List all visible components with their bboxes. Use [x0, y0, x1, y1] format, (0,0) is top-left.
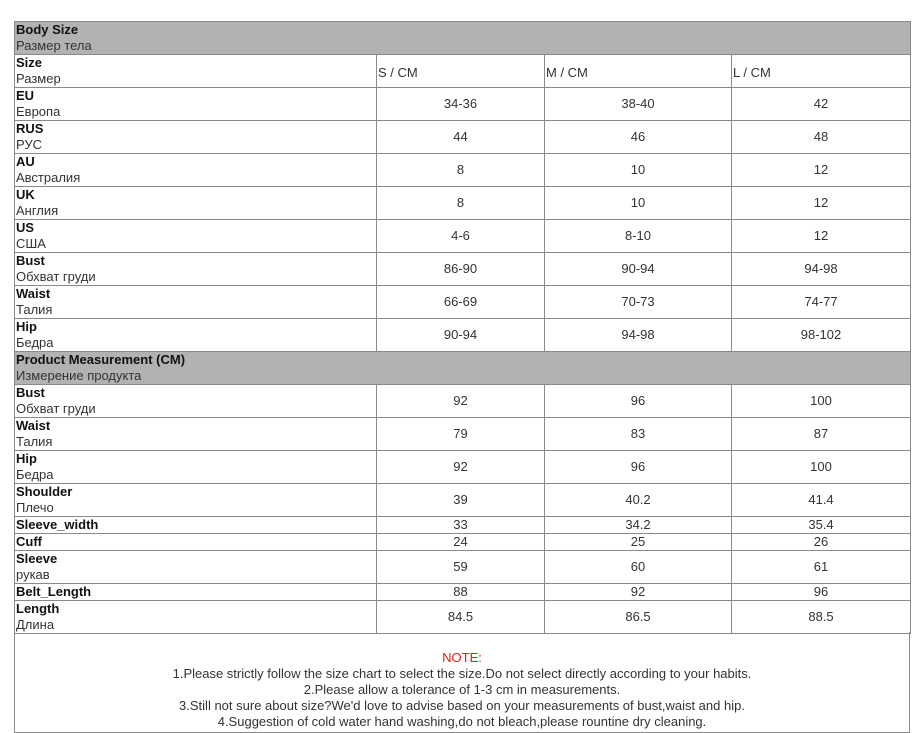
- table-cell: 25: [545, 534, 732, 551]
- table-cell: 87: [732, 418, 911, 451]
- table-cell: 88.5: [732, 601, 911, 634]
- product-measurement-section-header: [15, 352, 911, 385]
- table-row: [15, 286, 911, 319]
- row-label-cell: [15, 534, 377, 551]
- table-cell: 100: [732, 451, 911, 484]
- table-cell: 34.2: [545, 517, 732, 534]
- row-label-cell: [15, 484, 377, 517]
- section-subtitle: Размер тела: [16, 38, 92, 53]
- table-cell: 12: [732, 187, 911, 220]
- row-subtitle: Плечо: [16, 500, 54, 515]
- table-cell: 39: [377, 484, 545, 517]
- row-label-cell: [15, 286, 377, 319]
- section-subtitle: Измерение продукта: [16, 368, 142, 383]
- row-subtitle: Бедра: [16, 467, 54, 482]
- table-cell: 100: [732, 385, 911, 418]
- row-title: Hip: [16, 319, 37, 334]
- row-title: Sleeve_width: [16, 517, 99, 532]
- table-cell: 96: [545, 385, 732, 418]
- table-cell: 98-102: [732, 319, 911, 352]
- table-cell: 33: [377, 517, 545, 534]
- row-title: Cuff: [16, 534, 42, 549]
- table-cell: 88: [377, 584, 545, 601]
- row-label-cell: [15, 319, 377, 352]
- size-chart-table: [14, 21, 911, 634]
- table-cell: 90-94: [545, 253, 732, 286]
- row-subtitle: Длина: [16, 617, 55, 632]
- table-cell: 8: [377, 154, 545, 187]
- table-cell: 12: [732, 154, 911, 187]
- row-title: Belt_Length: [16, 584, 92, 599]
- table-cell: 26: [732, 534, 911, 551]
- table-row: [15, 187, 911, 220]
- row-title: Sleeve: [16, 551, 58, 566]
- row-title: RUS: [16, 121, 44, 136]
- section-title-cell: [15, 352, 911, 385]
- table-cell: 4-6: [377, 220, 545, 253]
- row-title: AU: [16, 154, 35, 169]
- row-subtitle: рукав: [16, 567, 50, 582]
- table-row: [15, 220, 911, 253]
- body-size-section-header: [15, 22, 911, 55]
- row-title: Waist: [16, 418, 51, 433]
- table-row: [15, 385, 911, 418]
- table-cell: 38-40: [545, 88, 732, 121]
- row-label-cell: [15, 551, 377, 584]
- section-title: Body Size: [16, 22, 79, 37]
- table-cell: 48: [732, 121, 911, 154]
- row-subtitle: Англия: [16, 203, 59, 218]
- row-title: Shoulder: [16, 484, 73, 499]
- table-cell: 8-10: [545, 220, 732, 253]
- note-line-3: 3.Still not sure about size?We'd love to advise based on your measurements of bust,waist and hip.: [179, 698, 745, 713]
- table-cell: 70-73: [545, 286, 732, 319]
- table-cell: 12: [732, 220, 911, 253]
- table-cell: 92: [377, 385, 545, 418]
- row-subtitle: Австралия: [16, 170, 81, 185]
- table-row: [15, 484, 911, 517]
- table-cell: 40.2: [545, 484, 732, 517]
- table-cell: 60: [545, 551, 732, 584]
- table-cell: 90-94: [377, 319, 545, 352]
- row-subtitle: США: [16, 236, 46, 251]
- table-row: [15, 517, 911, 534]
- table-cell: 59: [377, 551, 545, 584]
- column-header-m: M / CM: [545, 55, 732, 88]
- row-subtitle: Европа: [16, 104, 61, 119]
- note-line-2: 2.Please allow a tolerance of 1-3 cm in measurements.: [303, 682, 621, 697]
- row-label-cell: [15, 220, 377, 253]
- row-label-cell: [15, 517, 377, 534]
- table-cell: 44: [377, 121, 545, 154]
- table-row: [15, 601, 911, 634]
- row-label-cell: [15, 88, 377, 121]
- table-cell: 35.4: [732, 517, 911, 534]
- row-title: Waist: [16, 286, 51, 301]
- row-subtitle: Бедра: [16, 335, 54, 350]
- row-title: Length: [16, 601, 60, 616]
- row-title: Bust: [16, 253, 45, 268]
- row-label-cell: [15, 601, 377, 634]
- row-title: Hip: [16, 451, 37, 466]
- row-title: US: [16, 220, 35, 235]
- row-label-cell: [15, 121, 377, 154]
- row-subtitle: Обхват груди: [16, 269, 96, 284]
- table-cell: 84.5: [377, 601, 545, 634]
- table-cell: 86.5: [545, 601, 732, 634]
- table-cell: 24: [377, 534, 545, 551]
- row-label-cell: [15, 55, 377, 88]
- note-line-1: 1.Please strictly follow the size chart to select the size.Do not select directly according to your habits.: [172, 666, 752, 681]
- column-header-s: S / CM: [377, 55, 545, 88]
- table-row: [15, 534, 911, 551]
- row-title: Size: [16, 55, 43, 70]
- notes-box: [14, 632, 910, 733]
- size-header-row: [15, 55, 911, 88]
- column-header-l: L / CM: [732, 55, 911, 88]
- table-row: [15, 88, 911, 121]
- row-label-cell: [15, 385, 377, 418]
- table-cell: 34-36: [377, 88, 545, 121]
- row-subtitle: Талия: [16, 434, 53, 449]
- table-cell: 83: [545, 418, 732, 451]
- table-row: [15, 584, 911, 601]
- table-cell: 10: [545, 187, 732, 220]
- table-cell: 66-69: [377, 286, 545, 319]
- table-cell: 8: [377, 187, 545, 220]
- row-title: UK: [16, 187, 35, 202]
- table-cell: 92: [377, 451, 545, 484]
- row-label-cell: [15, 187, 377, 220]
- table-cell: 46: [545, 121, 732, 154]
- table-cell: 74-77: [732, 286, 911, 319]
- row-subtitle: РУС: [16, 137, 43, 152]
- row-label-cell: [15, 418, 377, 451]
- table-cell: 86-90: [377, 253, 545, 286]
- table-cell: 79: [377, 418, 545, 451]
- table-row: [15, 121, 911, 154]
- table-cell: 94-98: [545, 319, 732, 352]
- row-subtitle: Талия: [16, 302, 53, 317]
- row-subtitle: Обхват груди: [16, 401, 96, 416]
- row-label-cell: [15, 253, 377, 286]
- table-cell: 96: [545, 451, 732, 484]
- table-row: [15, 551, 911, 584]
- table-row: [15, 253, 911, 286]
- table-cell: 42: [732, 88, 911, 121]
- row-label-cell: [15, 154, 377, 187]
- table-cell: 92: [545, 584, 732, 601]
- section-title: Product Measurement (CM): [16, 352, 186, 367]
- note-title: NOTE:: [442, 650, 482, 665]
- table-cell: 96: [732, 584, 911, 601]
- note-line-4: 4.Suggestion of cold water hand washing,do not bleach,please rountine dry cleaning.: [217, 714, 707, 729]
- section-title-cell: [15, 22, 911, 55]
- row-label-cell: [15, 584, 377, 601]
- row-title: Bust: [16, 385, 45, 400]
- row-subtitle: Размер: [16, 71, 61, 86]
- table-row: [15, 451, 911, 484]
- table-row: [15, 319, 911, 352]
- row-title: EU: [16, 88, 35, 103]
- table-row: [15, 418, 911, 451]
- table-cell: 41.4: [732, 484, 911, 517]
- row-label-cell: [15, 451, 377, 484]
- table-cell: 94-98: [732, 253, 911, 286]
- table-row: [15, 154, 911, 187]
- table-cell: 10: [545, 154, 732, 187]
- table-cell: 61: [732, 551, 911, 584]
